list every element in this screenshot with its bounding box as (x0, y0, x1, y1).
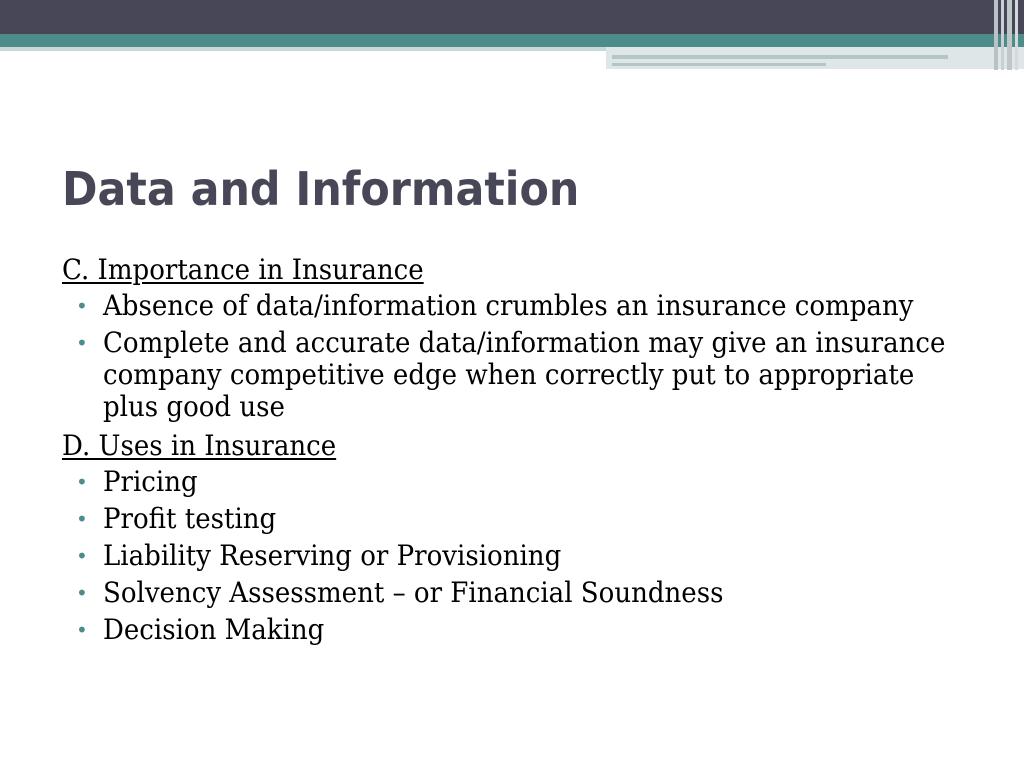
list-item (62, 290, 982, 322)
bullet-icon: • (76, 331, 88, 355)
bullet-text: Pricing (103, 465, 198, 498)
section-heading: D. Uses in Insurance (62, 429, 337, 462)
bullet-icon: • (76, 470, 88, 494)
bullet-list (62, 466, 982, 646)
bullet-text: Solvency Assessment – or Financial Soundness (103, 576, 724, 609)
header-accent-line (612, 63, 826, 66)
bullet-icon: • (76, 581, 88, 605)
list-item (62, 577, 982, 609)
bullet-icon: • (76, 294, 88, 318)
header-accent-line (612, 55, 948, 59)
list-item (62, 503, 982, 535)
slide-title: Data and Information (62, 162, 580, 216)
slide-body (62, 252, 982, 651)
bullet-text: Absence of data/information crumbles an insurance company (103, 289, 914, 322)
bullet-icon: • (76, 544, 88, 568)
header-accent-bar (1015, 0, 1018, 70)
bullet-text: Complete and accurate data/information may give an insurance company competitive edge when correctly put to appropriate plus good use (103, 326, 946, 423)
header-accent-bar (994, 0, 998, 70)
bullet-text: Profit testing (103, 502, 277, 535)
bullet-text: Decision Making (103, 613, 325, 646)
bullet-icon: • (76, 618, 88, 642)
section-heading: C. Importance in Insurance (62, 253, 424, 286)
section-importance (62, 252, 982, 423)
bullet-icon: • (76, 507, 88, 531)
header-accent-bar (1001, 0, 1004, 70)
bullet-text: Liability Reserving or Provisioning (103, 539, 562, 572)
header-band-teal (0, 34, 1024, 47)
section-uses (62, 428, 982, 646)
header-band-dark (0, 0, 1024, 34)
list-item (62, 540, 982, 572)
list-item (62, 327, 982, 423)
list-item (62, 614, 982, 646)
header-accent-bar (1007, 0, 1012, 70)
list-item (62, 466, 982, 498)
bullet-list (62, 290, 982, 423)
